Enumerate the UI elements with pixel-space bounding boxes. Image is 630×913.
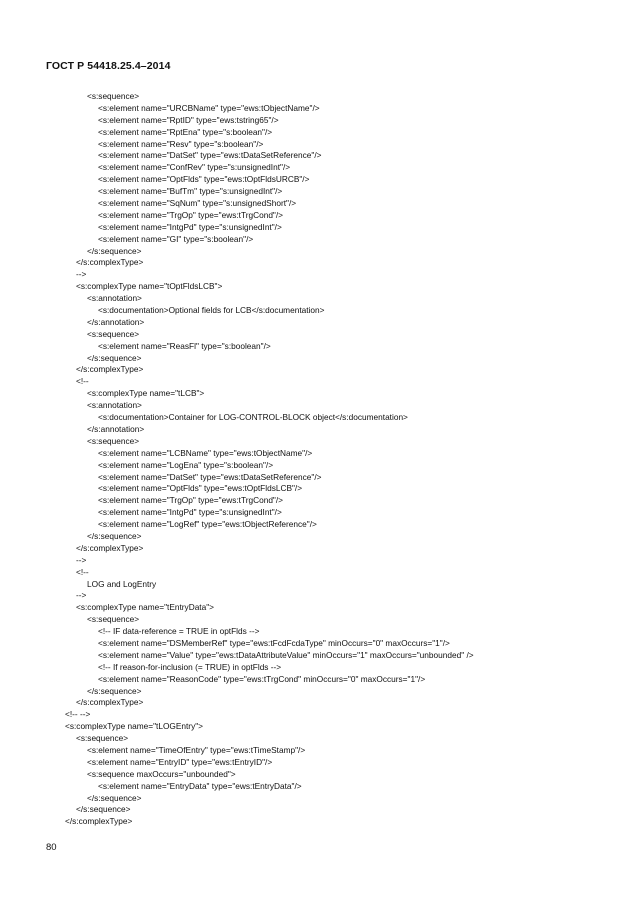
code-line: <s:sequence maxOccurs="unbounded"> <box>87 768 236 779</box>
code-line: <s:element name="BufTm" type="s:unsignedInt"/> <box>98 186 283 197</box>
code-line: <s:element name="OptFlds" type="ews:tOptFldsLCB"/> <box>98 483 303 494</box>
code-line: <s:sequence> <box>87 91 140 101</box>
code-line: <s:annotation> <box>87 293 142 304</box>
code-line: <!-- <box>76 566 89 577</box>
code-line: <s:complexType name="tOptFldsLCB"> <box>76 281 223 292</box>
code-line: <s:element name="LogEna" type="s:boolean"/> <box>98 459 274 470</box>
code-line: <s:element name="RptID" type="ews:tstring65"/> <box>98 114 279 125</box>
code-line: <!-- IF data-reference = TRUE in optFlds --> <box>98 626 260 637</box>
code-line: </s:annotation> <box>87 316 145 327</box>
code-line: <s:sequence> <box>87 435 140 446</box>
code-line: <s:element name="DSMemberRef" type="ews:tFcdFcdaType" minOccurs="0" maxOccurs="1"/> <box>98 637 450 648</box>
code-line: </s:sequence> <box>87 792 142 803</box>
code-line: </s:sequence> <box>87 685 142 696</box>
code-line: <s:documentation>Optional fields for LCB</s:documentation> <box>98 305 325 316</box>
code-line: <s:element name="OptFlds" type="ews:tOptFldsURCB"/> <box>98 174 310 185</box>
document-header: ГОСТ Р 54418.25.4–2014 <box>46 60 171 72</box>
code-line: --> <box>76 269 87 280</box>
code-line: --> <box>76 590 87 601</box>
code-line: <s:element name="IntgPd" type="s:unsignedInt"/> <box>98 507 282 518</box>
code-line: <s:complexType name="tEntryData"> <box>76 602 215 613</box>
code-line: <!-- <box>76 376 89 387</box>
page-number: 80 <box>46 842 57 853</box>
code-line: <s:element name="TimeOfEntry" type="ews:tTimeStamp"/> <box>87 744 306 755</box>
code-line: <s:element name="GI" type="s:boolean"/> <box>98 233 254 244</box>
xml-schema-listing <box>0 91 630 828</box>
code-line: <s:element name="LogRef" type="ews:tObjectReference"/> <box>98 519 317 530</box>
code-line: </s:annotation> <box>87 423 145 434</box>
code-line: </s:complexType> <box>76 257 144 268</box>
code-line: <s:element name="IntgPd" type="s:unsignedInt"/> <box>98 221 282 232</box>
code-line: </s:complexType> <box>76 697 144 708</box>
code-line: <s:element name="RptEna" type="s:boolean"/> <box>98 126 273 137</box>
code-line: <s:element name="ReasFl" type="s:boolean"/> <box>98 340 271 351</box>
code-line: <s:sequence> <box>87 328 140 339</box>
code-line: <s:element name="TrgOp" type="ews:tTrgCond"/> <box>98 495 284 506</box>
code-line: <s:complexType name="tLOGEntry"> <box>65 721 204 732</box>
code-line: </s:sequence> <box>76 804 131 815</box>
code-line: <s:element name="LCBName" type="ews:tObjectName"/> <box>98 447 313 458</box>
code-line: <s:element name="SqNum" type="s:unsignedShort"/> <box>98 198 297 209</box>
code-line: <s:documentation>Container for LOG-CONTROL-BLOCK object</s:documentation> <box>98 412 408 423</box>
code-line: <s:element name="URCBName" type="ews:tObjectName"/> <box>98 102 320 113</box>
code-line: LOG and LogEntry <box>87 578 157 589</box>
code-line: </s:complexType> <box>76 364 144 375</box>
code-line: <s:element name="TrgOp" type="ews:tTrgCond"/> <box>98 209 284 220</box>
code-line: </s:sequence> <box>87 530 142 541</box>
code-line: --> <box>76 554 87 565</box>
code-line: <s:annotation> <box>87 400 142 411</box>
code-line: </s:complexType> <box>76 542 144 553</box>
code-line: <s:element name="ConfRev" type="s:unsignedInt"/> <box>98 162 291 173</box>
code-line: <!-- --> <box>65 709 91 720</box>
code-line: <s:element name="EntryID" type="ews:tEntryID"/> <box>87 756 273 767</box>
code-line: </s:sequence> <box>87 352 142 363</box>
code-line: <s:element name="Value" type="ews:tDataAttributeValue" minOccurs="1" maxOccurs="unbounded" /> <box>98 649 474 660</box>
code-line: <s:element name="EntryData" type="ews:tEntryData"/> <box>98 780 302 791</box>
code-line: <s:element name="DatSet" type="ews:tDataSetReference"/> <box>98 150 322 161</box>
code-line: <s:sequence> <box>87 614 140 625</box>
code-line: <s:element name="ReasonCode" type="ews:tTrgCond" minOccurs="0" maxOccurs="1"/> <box>98 673 426 684</box>
code-line: <s:sequence> <box>76 733 129 744</box>
code-line: <!-- If reason-for-inclusion (= TRUE) in optFlds --> <box>98 661 282 672</box>
code-line: <s:element name="DatSet" type="ews:tDataSetReference"/> <box>98 471 322 482</box>
code-line: <s:complexType name="tLCB"> <box>87 388 205 399</box>
code-line: </s:complexType> <box>65 816 133 827</box>
code-line: </s:sequence> <box>87 245 142 256</box>
code-line: <s:element name="Resv" type="s:boolean"/> <box>98 138 264 149</box>
